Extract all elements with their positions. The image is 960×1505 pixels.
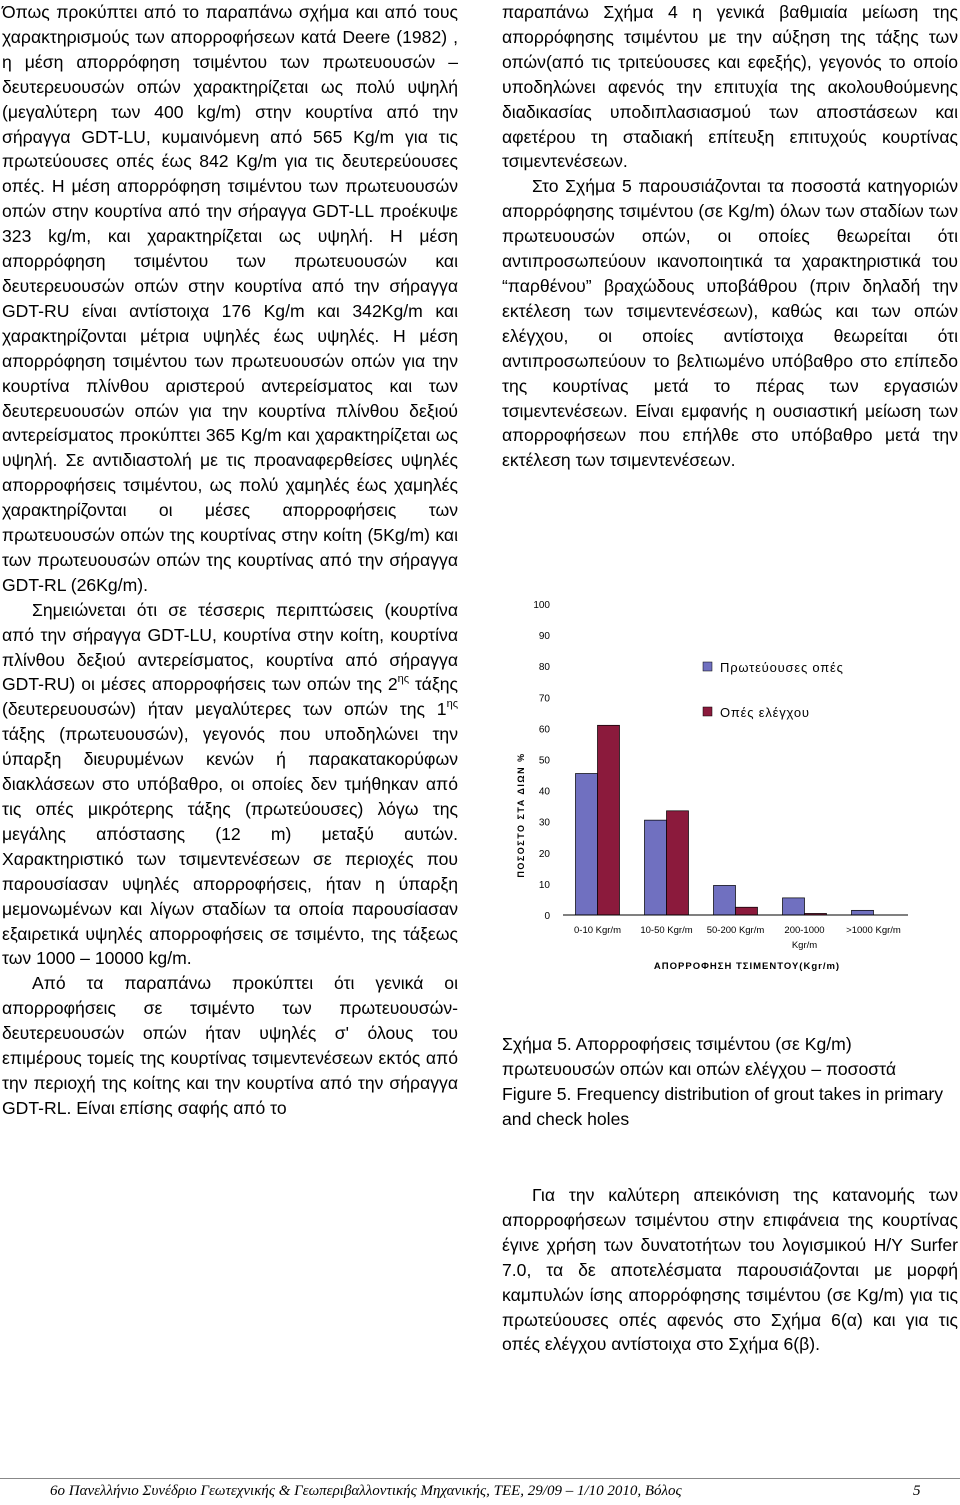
bar-primary-2 bbox=[714, 885, 736, 915]
x-tick-label: 10-50 Kgr/m bbox=[640, 925, 693, 936]
legend-swatch-check bbox=[703, 707, 712, 716]
legend-swatch-primary bbox=[703, 662, 712, 671]
bar-check-0 bbox=[598, 725, 620, 915]
bar-primary-3 bbox=[783, 898, 805, 915]
y-tick-label: 100 bbox=[533, 600, 550, 611]
page-number: 5 bbox=[913, 1483, 921, 1499]
x-tick-label: >1000 Kgr/m bbox=[846, 925, 901, 936]
y-tick-label: 70 bbox=[538, 693, 550, 705]
bar-chart bbox=[502, 585, 960, 980]
footer-divider bbox=[0, 1478, 960, 1479]
x-axis-label: ΑΠΟΡΡΟΦΗΣΗ ΤΣΙΜΕΝΤΟΥ(Kgr/m) bbox=[653, 961, 841, 972]
x-tick-label: 50-200 Kgr/m bbox=[706, 925, 765, 936]
legend-label-check: Οπές ελέγχου bbox=[720, 705, 810, 720]
paragraph bbox=[2, 598, 458, 972]
bars bbox=[576, 725, 874, 915]
y-tick-label: 40 bbox=[538, 786, 550, 798]
y-tick-label: 20 bbox=[538, 848, 550, 860]
paragraph: Στο Σχήμα 5 παρουσιάζονται τα ποσοστά κατηγοριών απορρόφησης τσιμέντου (σε Kg/m) όλων των σταδίων των πρωτευουσών οπών, οι οποίες θεωρείται ότι αντιπροσωπεύουν ικανοποιητικά τα χαρακτηριστικά του “παρθένου” βραχώδους υποβάθρου (πριν δηλαδή την εκτέλεση των τσιμεντενέσεων), καθώς και των οπών ελέγχου, οι οποίες αντίστοιχα θεωρείται ότι αντιπροσωπεύουν το βελτιωμένο υπόβαθρο στο επίπεδο της κουρτίνας μετά το πέρας των εργασιών τσιμεντενέσεων. Είναι εμφανής η ουσιαστική μείωση των απορροφήσεων που επήλθε στο υπόβαθρο μετά την εκτέλεση των τσιμεντενέσεων. bbox=[502, 176, 958, 471]
paragraph: Όπως προκύπτει από το παραπάνω σχήμα και από τους χαρακτηρισμούς των απορροφήσεων κατά Deere (1982) , η μέση απορρόφηση τσιμέντου των πρωτευουσών – δευτερευουσών οπών χαρακτηρίζεται ως πολύ υψηλή (μεγαλύτερη των 400 kg/m) στην κουρτίνα από την σήραγγα GDT-LU, κυμαινόμενη από 565 Kg/m για τις πρωτεύουσες οπές έως 842 Kg/m για τις δευτερεύουσες οπές. Η μέση απορρόφηση τσιμέντου των πρωτευουσών οπών στην κουρτίνα από την σήραγγα GDT-LL προέκυψε 323 kg/m, και χαρακτηρίζεται ως υψηλή. Η μέση απορρόφηση τσιμέντου των πρωτευουσών και δευτερευουσών οπών στην κουρτίνα από την σήραγγα GDT-RU είναι αντίστοιχα 176 Kg/m και 342Kg/m και χαρακτηρίζονται μέτρια υψηλές έως υψηλές. Η μέση απορρόφηση τσιμέντου των πρωτευουσών οπών για την κουρτίνα πλίνθου αριστερού αντερείσματος και των δευτερευουσών οπών για την κουρτίνα πλίνθου δεξιού αντερείσματος προκύπτει 365 Kg/m και χαρακτηρίζεται ως υψηλή. Σε αντιδιαστολή με τις προαναφερθείσες υψηλές απορροφήσεις τσιμέντου, ως πολύ χαμηλές έως χαμηλές χαρακτηρίζονται οι μέσες απορροφήσεις των πρωτευουσών οπών της κουρτίνας στην κοίτη (5Kg/m) και των πρωτευουσών οπών της κουρτίνας από την σήραγγα GDT-RL (26Kg/m). bbox=[2, 2, 458, 595]
paragraph-text: Σημειώνεται ότι σε τέσσερις περιπτώσεις (κουρτίνα από την σήραγγα GDT-LU, κουρτίνα στην κοίτη, κουρτίνα πλίνθου δεξιού αντερείσματος, κουρτίνα από σήραγγα GDT-RU) οι μέσες απορροφήσεις των οπών της 2 bbox=[2, 599, 458, 695]
y-tick-label: 30 bbox=[538, 817, 550, 829]
y-tick-label: 60 bbox=[538, 724, 550, 736]
x-axis-ticks bbox=[574, 925, 901, 951]
paragraph: παραπάνω Σχήμα 4 η γενικά βαθμιαία μείωση της απορρόφησης τσιμέντου με την αύξηση της τάξης των οπών(από τις τριτεύουσες και εφεξής), γεγονός το οποίο υποδηλώνει αφενός την επιτυχία της ακολουθούμενης διαδικασίας υποδιπλασιασμού των αποστάσεων και αφετέρου τη σταδιακή επίτευξη επιτυχούς κουρτίνας τσιμεντενέσεων. bbox=[502, 2, 958, 172]
paragraph-text: τάξης (δευτερευουσών) ήταν μεγαλύτερες των οπών της 1 bbox=[2, 674, 458, 720]
caption-english: Figure 5. Frequency distribution of grout takes in primary and check holes bbox=[502, 1083, 944, 1129]
legend bbox=[703, 660, 844, 720]
y-axis-ticks bbox=[533, 600, 550, 922]
bar-primary-0 bbox=[576, 773, 598, 915]
y-tick-label: 80 bbox=[538, 662, 550, 674]
bar-primary-4 bbox=[852, 910, 874, 915]
bar-check-2 bbox=[736, 907, 758, 915]
paragraph-text: Για την καλύτερη απεικόνιση της κατανομής των απορροφήσεων τσιμέντου στην επιφάνεια της κουρτίνας έγινε χρήση των δυνατοτήτων του λογισμικού Η/Υ Surfer 7.0, τα δε αποτελέσματα παρουσιάζονται με μορφή καμπυλών ίσης απορρόφησης τσιμέντου (σε Kg/m) για τις πρωτεύουσες οπές αφενός στο Σχήμα 6(α) και για τις οπές ελέγχου αντίστοιχα στο Σχήμα 6(β). bbox=[502, 1185, 958, 1355]
figure-caption bbox=[502, 1032, 958, 1132]
y-axis-label: ΠΟΣΟΣΤΟ ΣΤΑ ΔΙΩΝ % bbox=[516, 752, 526, 878]
legend-label-primary: Πρωτεύουσες οπές bbox=[720, 660, 844, 675]
paragraph: Από τα παραπάνω προκύπτει ότι γενικά οι απορροφήσεις σε τσιμέντο των πρωτευουσών-δευτερευουσών οπών ήταν υψηλές σ' όλους του επιμέρους τομείς της κουρτίνας τσιμεντενέσεων εκτός από την περιοχή της κοίτης και την κουρτίνα από την σήραγγα GDT-RL. Είναι επίσης σαφής από το bbox=[2, 973, 458, 1118]
paragraph bbox=[502, 1183, 958, 1357]
y-tick-label: 50 bbox=[538, 755, 550, 767]
y-tick-label: 10 bbox=[538, 879, 550, 891]
paragraph-text: τάξης (πρωτευουσών), γεγονός που υποδηλώνει την ύπαρξη διευρυμένων κενών ή παρακατακορύφων διακλάσεων στο υπόβαθρο, οι οποίες δεν τμήθηκαν από τις οπές μικρότερης τάξης (πρωτεύουσες) λόγω της μεγάλης απόστασης (12 m) μεταξύ αυτών. Χαρακτηριστικό των τσιμεντενέσεων σε περιοχές που παρουσίασαν υψηλές απορροφήσεις, ήταν η ύπαρξη μεμονωμένων και λίγων σταδίων τα οποία παρουσίασαν εξαιρετικά υψηλές απορροφήσεις σε τσιμέντο, της τάξεως των 1000 – 10000 kg/m. bbox=[2, 724, 458, 969]
caption-greek: Σχήμα 5. Απορροφήσεις τσιμέντου (σε Kg/m) πρωτευουσών οπών και οπών ελέγχου – ποσοστά bbox=[502, 1034, 897, 1079]
x-tick-label: Kgr/m bbox=[791, 940, 818, 951]
left-column bbox=[2, 0, 458, 1121]
page-footer bbox=[0, 1482, 960, 1502]
bar-check-1 bbox=[667, 811, 689, 915]
superscript: ης bbox=[397, 673, 410, 686]
x-tick-label: 0-10 Kgr/m bbox=[574, 925, 621, 936]
footer-text: 6ο Πανελλήνιο Συνέδριο Γεωτεχνικής & Γεωπεριβαλλοντικής Μηχανικής, ΤΕΕ, 29/09 – 1/10 2010, Βόλος bbox=[50, 1483, 682, 1499]
y-tick-label: 0 bbox=[544, 911, 550, 922]
right-column bbox=[502, 0, 958, 473]
bar-primary-1 bbox=[645, 820, 667, 915]
y-tick-label: 90 bbox=[538, 631, 550, 643]
x-tick-label: 200-1000 bbox=[784, 925, 825, 936]
superscript: ης bbox=[446, 698, 458, 711]
